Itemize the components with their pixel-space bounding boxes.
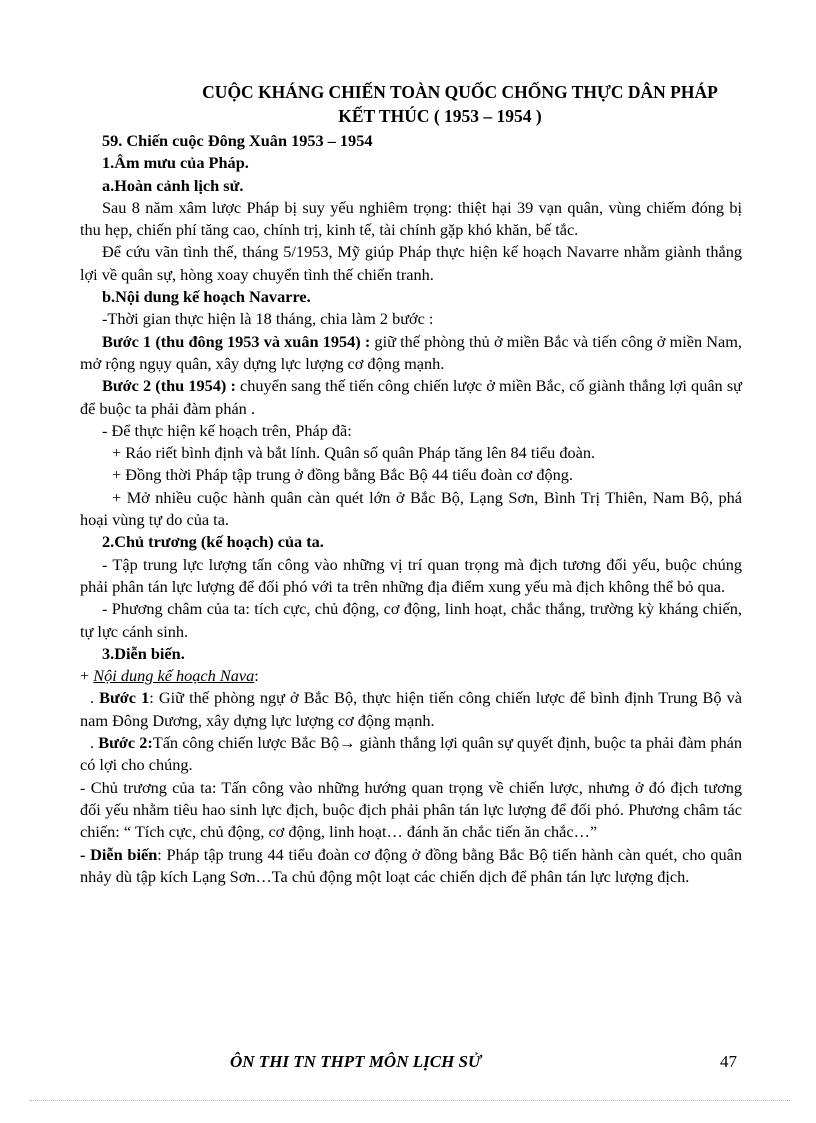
- heading-b: b.Nội dung kế hoạch Navarre.: [102, 287, 311, 307]
- paragraph: - Tập trung lực lượng tấn công vào những vị trí quan trọng mà địch tương đối yếu, buộc chúng phải phân tán lực lượng để đối phó với ta trên những địa điểm xung yếu mà địch không thể bỏ qua.: [80, 554, 742, 596]
- heading-1: 1.Âm mưu của Pháp.: [102, 153, 249, 173]
- buoc-1-text: : Giữ thế phòng ngự ở Bắc Bộ, thực hiện tiến công chiến lược để bình định Trung Bộ và nam Đông Dương, xây dựng lực lượng cơ động mạnh.: [80, 688, 743, 730]
- page-bottom-divider: [30, 1100, 790, 1101]
- heading-3: 3.Diễn biến.: [102, 643, 185, 663]
- paragraph-step-1: [80, 331, 742, 376]
- paragraph-buoc-1: [80, 687, 742, 732]
- step-1-text: giữ thế phòng thủ ở miền Bắc và tiến công ở miền Nam, mở rộng ngụy quân, xây dựng lực lượng cơ động mạnh.: [80, 331, 742, 373]
- bullet-dot: .: [90, 688, 100, 708]
- title-line-1: CUỘC KHÁNG CHIẾN TOÀN QUỐC CHỐNG THỰC DÂN PHÁP: [202, 82, 718, 102]
- bullet-dot: .: [90, 733, 99, 753]
- paragraph-dien-bien: [80, 844, 742, 889]
- heading-59: 59. Chiến cuộc Đông Xuân 1953 – 1954: [102, 131, 373, 150]
- paragraph: Sau 8 năm xâm lược Pháp bị suy yếu nghiêm trọng: thiệt hại 39 vạn quân, vùng chiếm đóng bị thu hẹp, chiến phí tăng cao, chính trị, kinh tế, tài chính gặp khó khăn, bế tắc.: [80, 197, 742, 240]
- step-1-label: Bước 1 (thu đông 1953 và xuân 1954) :: [102, 331, 371, 351]
- step-2-text: chuyển sang thế tiến công chiến lược ở miền Bắc, cố giành thắng lợi quân sự để buộc ta phải đàm phán .: [80, 376, 742, 418]
- buoc-2-text: Tấn công chiến lược Bắc Bộ→ giành thắng lợi quân sự quyết định, buộc ta phải đàm phán có lợi cho chúng.: [80, 733, 742, 775]
- paragraph-step-2: [80, 375, 742, 420]
- colon: :: [254, 666, 259, 686]
- paragraph: - Phương châm của ta: tích cực, chủ động, cơ động, linh hoạt, chắc thắng, trường kỳ kháng chiến, tự lực cánh sinh.: [80, 599, 742, 641]
- paragraph-buoc-2: [80, 732, 742, 777]
- footer-title: ÔN THI TN THPT MÔN LỊCH SỬ: [230, 1052, 482, 1071]
- paragraph: + Đồng thời Pháp tập trung ở đồng bằng Bắc Bộ 44 tiểu đoàn cơ động.: [112, 465, 573, 485]
- plus-sign: +: [80, 666, 94, 686]
- paragraph: + Ráo riết bình định và bắt lính. Quân số quân Pháp tăng lên 84 tiểu đoàn.: [112, 443, 596, 463]
- dien-bien-label: - Diễn biến: [80, 844, 158, 864]
- paragraph-nava: [80, 665, 742, 687]
- dien-bien-text: : Pháp tập trung 44 tiểu đoàn cơ động ở đồng bằng Bắc Bộ tiến hành càn quét, cho quân nhảy dù tập kích Lạng Sơn…Ta chủ động một loạt các chiến dịch để phân tán lực lượng địch.: [80, 844, 742, 886]
- paragraph: + Mở nhiều cuộc hành quân càn quét lớn ở Bắc Bộ, Lạng Sơn, Bình Trị Thiên, Nam Bộ, phá hoại vùng tự do của ta.: [80, 487, 742, 530]
- paragraph: - Để thực hiện kế hoạch trên, Pháp đã:: [102, 420, 352, 440]
- paragraph: -Thời gian thực hiện là 18 tháng, chia làm 2 bước :: [102, 309, 434, 329]
- paragraph: - Chủ trương của ta: Tấn công vào những hướng quan trọng về chiến lược, nhưng ở đó địch tương đối yếu nhằm tiêu hao sinh lực địch, buộc địch phải phân tán lực lượng để đối phó. Phương châm tác chiến: “ Tích cực, chủ động, cơ động, linh hoạt… đánh ăn chắc tiến ăn chắc…”: [80, 777, 742, 842]
- buoc-2-label: Bước 2:: [98, 733, 153, 753]
- paragraph: Để cứu vãn tình thế, tháng 5/1953, Mỹ giúp Pháp thực hiện kế hoạch Navarre nhằm giành thắng lợi về quân sự, hòng xoay chuyển tình thế chiến tranh.: [80, 242, 742, 284]
- buoc-1-label: Bước 1: [99, 688, 150, 708]
- step-2-label: Bước 2 (thu 1954) :: [102, 376, 236, 396]
- title-line-2: KẾT THÚC ( 1953 – 1954 ): [338, 106, 542, 126]
- page-number: 47: [720, 1052, 737, 1071]
- nava-heading: Nội dung kế hoạch Nava: [93, 666, 255, 686]
- document-body: [80, 130, 742, 888]
- heading-2: 2.Chủ trương (kế hoạch) của ta.: [102, 532, 324, 552]
- heading-a: a.Hoàn cảnh lịch sử.: [102, 175, 244, 195]
